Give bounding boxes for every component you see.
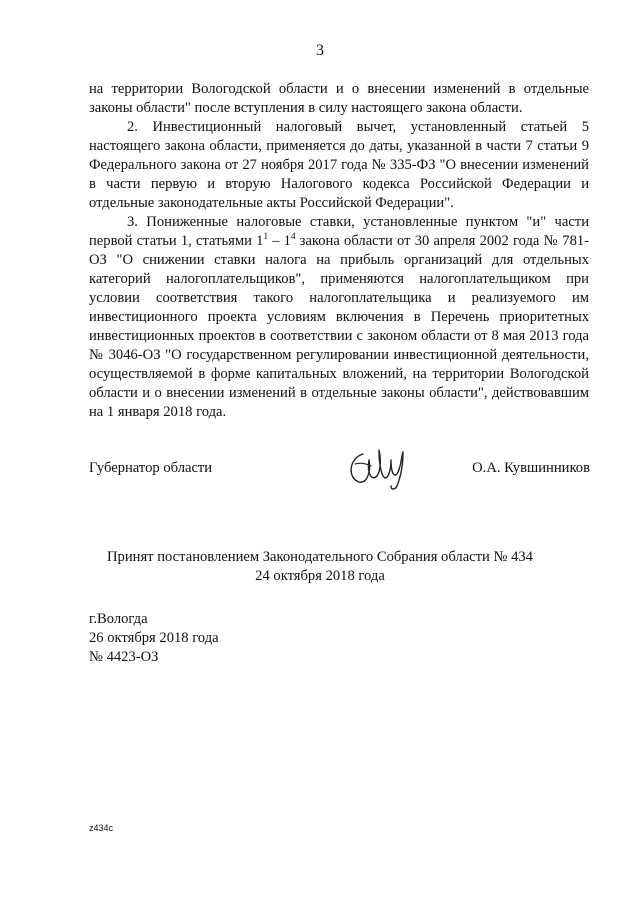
page-number: 3: [316, 42, 324, 59]
signatory-title: Губернатор области: [89, 460, 213, 476]
paragraph-3-rest: закона области от 30 апреля 2002 года № 781-ОЗ "О снижении ставки налога на прибыль организаций для отдельных категорий налогоплательщиков", применяются налогоплательщиком при условии соответствия такого налогоплательщика и реализуемого им инвестиционного проекта условиям включения в Перечень приоритетных инвестиционных проектов в соответствии с законом области от 8 мая 2013 года № 3046-ОЗ "О государственном регулировании инвестиционной деятельности, осуществляемой в форме капитальных вложений, на территории Вологодской области и о внесении изменений в отдельные законы области", действовавшим на 1 января 2018 года.: [89, 233, 590, 420]
paragraph-3-start: 3. Пониженные налоговые ставки, установленные пунктом "и" части первой статьи 1, статьями 1: [89, 214, 589, 249]
signatory-name: О.А. Кувшинников: [472, 460, 590, 476]
adoption-note: [0, 548, 640, 586]
footer-code: z434c: [89, 823, 114, 833]
place-date: 26 октября 2018 года: [89, 630, 219, 646]
superscript-4: 4: [290, 231, 296, 242]
adoption-line-2: 24 октября 2018 года: [255, 568, 385, 584]
law-number: № 4423-ОЗ: [89, 649, 159, 665]
paragraph-2: 2. Инвестиционный налоговый вычет, установленный статьей 5 настоящего закона области, применяется до даты, указанной в части 7 статьи 9 Федерального закона от 27 ноября 2017 года № 335-ФЗ "О внесении изменений в части первую и вторую Налогового кодекса Российской Федерации и отдельные законодательные акты Российской Федерации".: [89, 119, 589, 211]
place-city: г.Вологда: [89, 611, 148, 627]
document-body: [89, 80, 589, 422]
paragraph-3-dash: – 1: [267, 233, 291, 249]
handwritten-signature: [345, 442, 415, 492]
paragraph-3: [89, 213, 589, 422]
place-date-block: [89, 610, 219, 667]
superscript-1: 1: [263, 231, 268, 242]
adoption-line-1: Принят постановлением Законодательного Собрания области № 434: [107, 549, 533, 565]
paragraph-continuation: на территории Вологодской области и о внесении изменений в отдельные законы области" после вступления в силу настоящего закона области.: [89, 81, 589, 116]
